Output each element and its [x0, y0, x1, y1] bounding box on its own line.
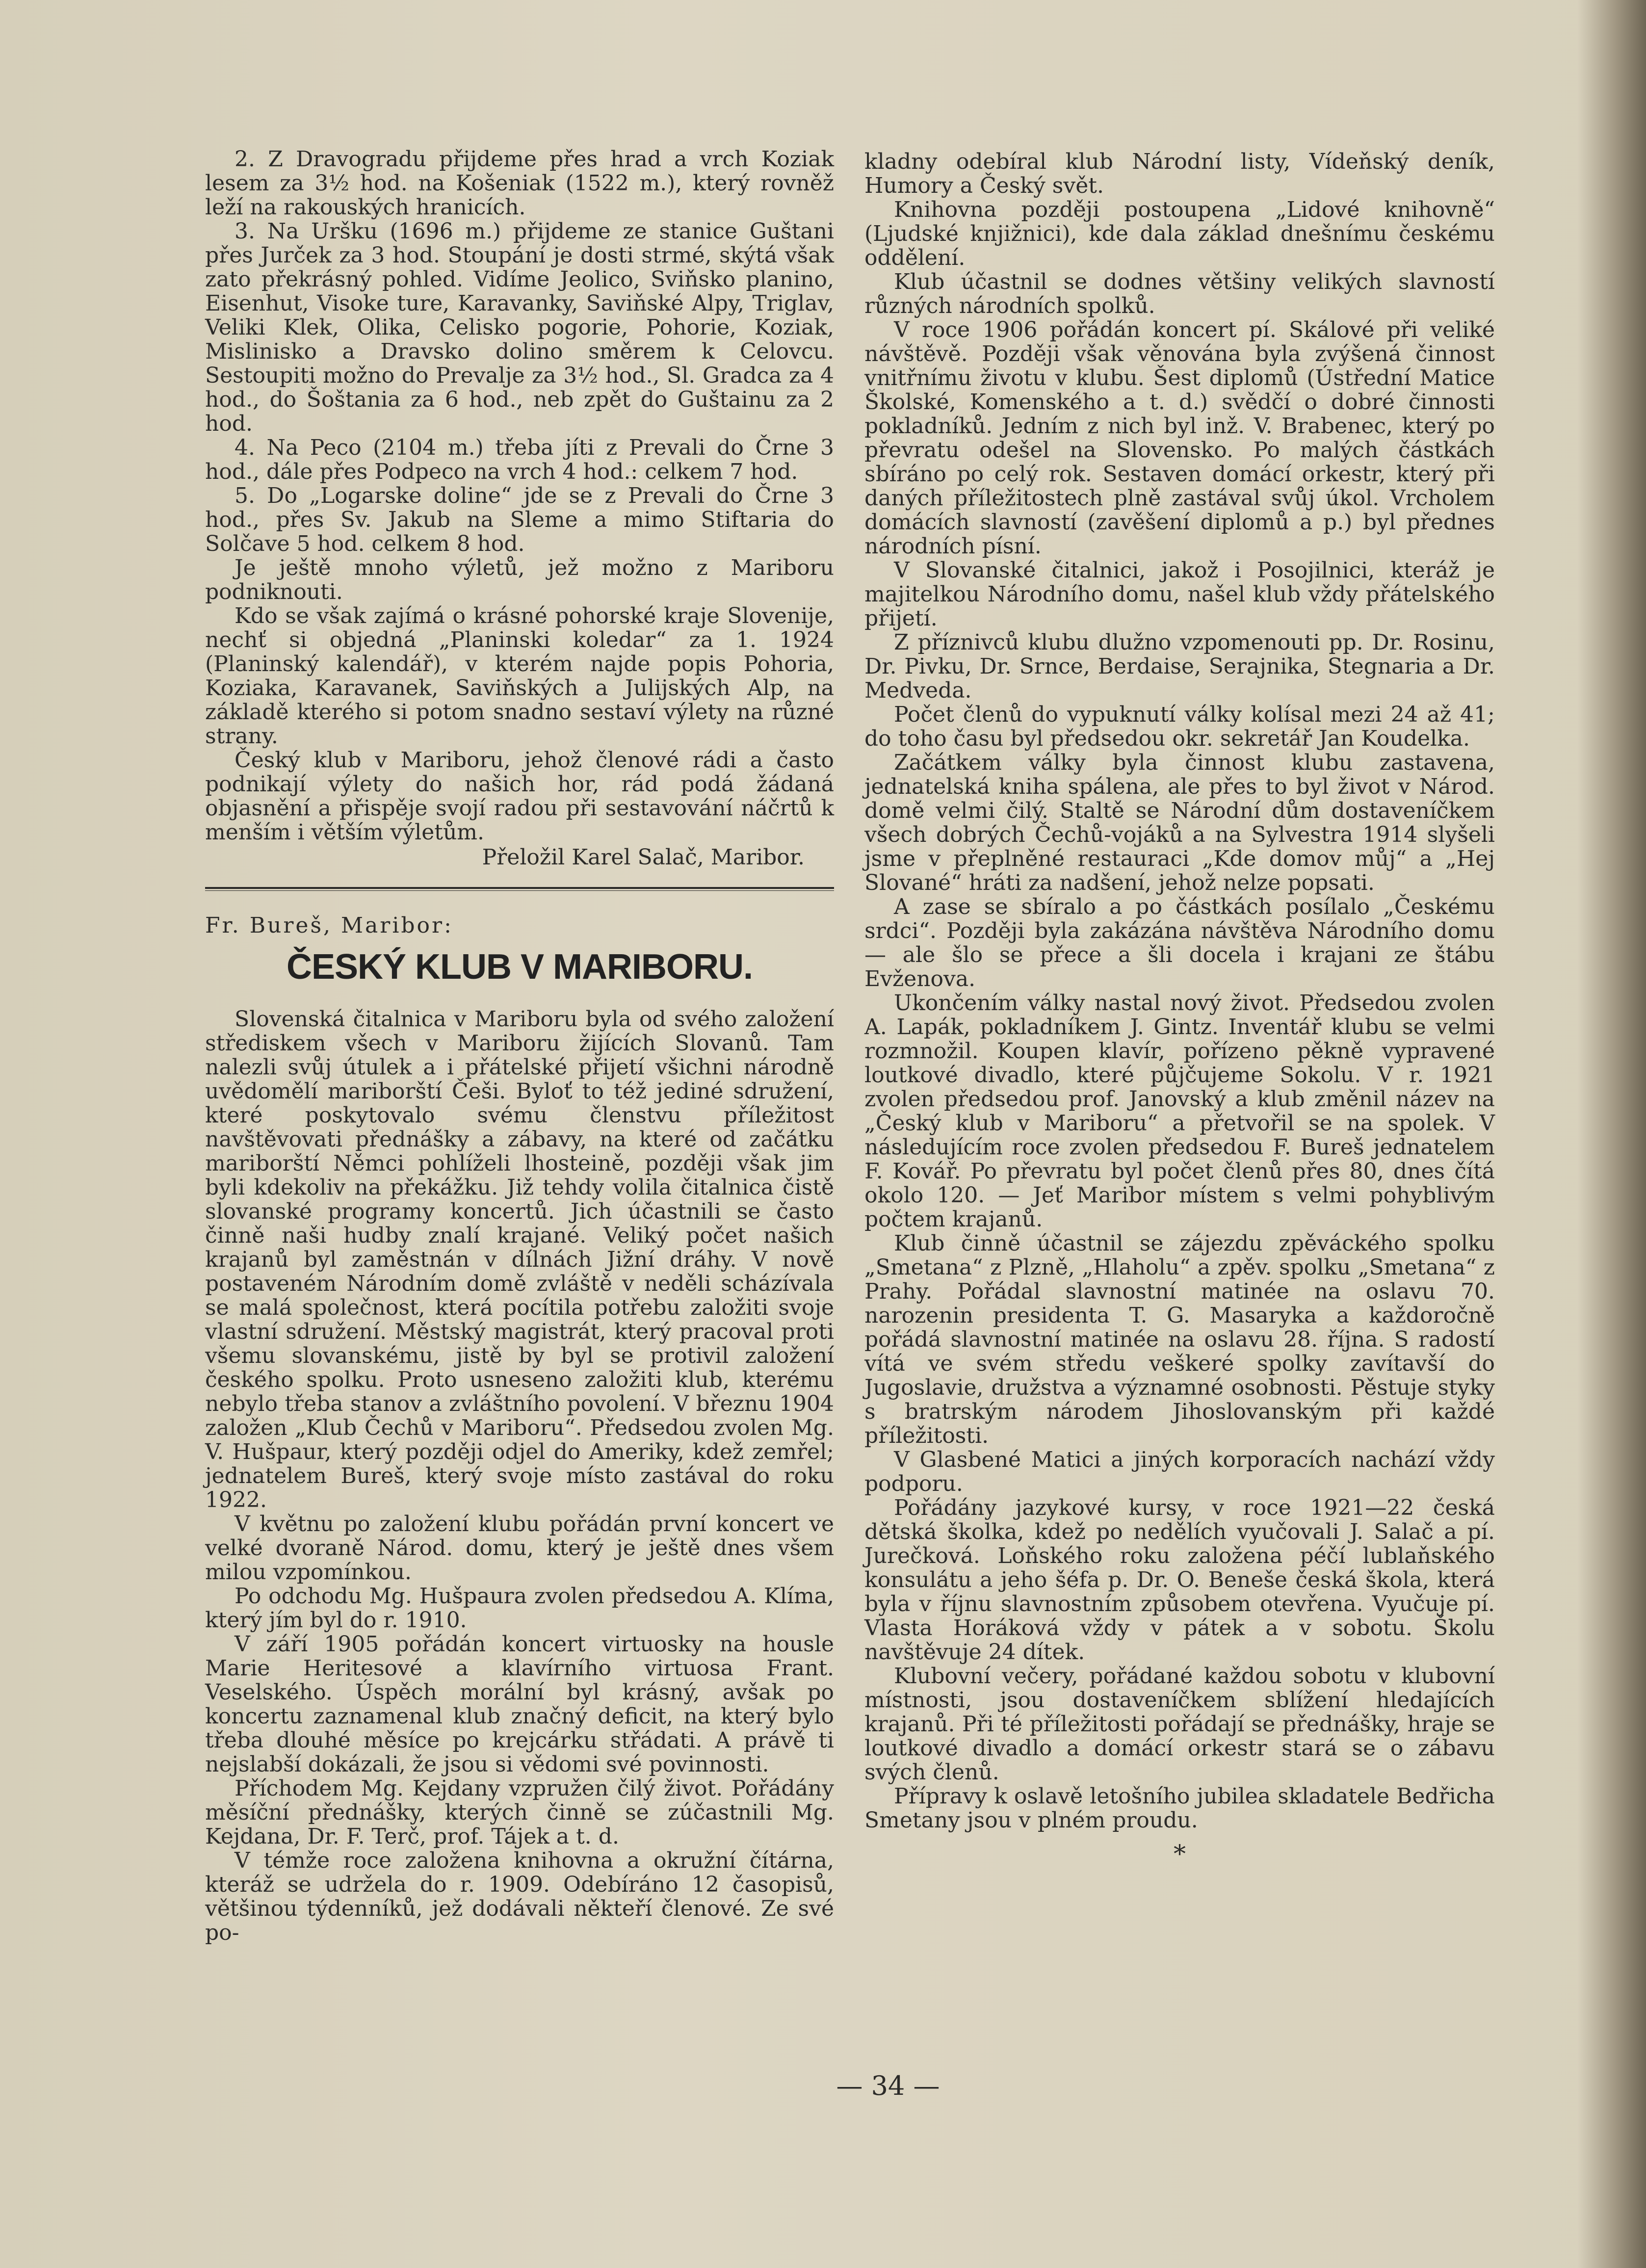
translator-signature: Přeložil Karel Salač, Maribor.: [482, 845, 805, 870]
paragraph: 5. Do „Logarske doline“ jde se z Prevali do Črne 3 hod., přes Sv. Jakub na Sleme a mimo Stiftaria do Solčave 5 hod. celkem 8 hod.: [205, 483, 834, 556]
paragraph: kladny odebíral klub Národní listy, Vídeňský deník, Humory a Český svět.: [864, 149, 1495, 198]
paragraph: Přípravy k oslavě letošního jubilea skladatele Bedřicha Smetany jsou v plném proudu.: [864, 1784, 1495, 1833]
paragraph: V roce 1906 pořádán koncert pí. Skálové při veliké návštěvě. Později však věnována byla zvýšená činnost vnitřnímu životu v klubu. Šest diplomů (Ústřední Matice Školské, Komenského a t. d.) svědčí o dobré činnosti pokladníků. Jedním z nich byl inž. V. Brabenec, který po převratu odešel na Slovensko. Po malých částkách sbíráno po celý rok. Sestaven domácí orkestr, který při daných příležitostech plně zastával svůj úkol. Vrcholem domácích slavností (zavěšení diplomů a p.) byl přednes národních písní.: [864, 317, 1495, 559]
paragraph: V září 1905 pořádán koncert virtuosky na housle Marie Heritesové a klavírního virtuosa Frant. Veselského. Úspěch morální byl krásný, avšak po koncertu zaznamenal klub značný deficit, na který bylo třeba dlouhé měsíce po krejcárku střádati. A právě ti nejslabší dokázali, že jsou si vědomi své povinnosti.: [205, 1632, 834, 1777]
page-number: — 34 —: [836, 2070, 940, 2101]
paragraph: 2. Z Dravogradu přijdeme přes hrad a vrch Koziak lesem za 3½ hod. na Košeniak (1522 m.), který rovněž leží na rakouských hranicích.: [205, 147, 834, 220]
paragraph: Klubovní večery, pořádané každou sobotu v klubovní místnosti, jsou dostaveníčkem sblížení hledajících krajanů. Při té příležitosti pořádají se přednášky, hraje se loutkové divadlo a domácí orkestr stará se o zábavu svých členů.: [864, 1664, 1495, 1785]
paragraph: Pořádány jazykové kursy, v roce 1921—22 česká dětská školka, kdež po nedělích vyučovali J. Salač a pí. Jurečková. Loňského roku založena péčí lublaňského konsulátu a jeho šéfa p. Dr. O. Beneše česká škola, která byla v říjnu slavnostním způsobem otevřena. Vyučuje pí. Vlasta Horáková vždy v pátek a v sobotu. Školu navštěvuje 24 dítek.: [864, 1495, 1495, 1665]
article-title: ČESKÝ KLUB V MARIBORU.: [286, 947, 753, 987]
left-column: [205, 147, 834, 1945]
article-byline: Fr. Bureš, Maribor:: [205, 913, 453, 938]
paragraph: Ukončením války nastal nový život. Předsedou zvolen A. Lapák, pokladníkem J. Gintz. Inventář klubu se velmi rozmnožil. Koupen klavír, pořízeno pěkně vypravené loutkové divadlo, které půjčujeme Sokolu. V r. 1921 zvolen předsedou prof. Janovský a klub změnil název na „Český klub v Mariboru“ a přetvořil se na spolek. V následujícím roce zvolen předsedou F. Bureš jednatelem F. Kovář. Po převratu byl počet členů přes 80, dnes čítá okolo 120. — Jeť Maribor místem s velmi pohyblivým počtem krajanů.: [864, 991, 1495, 1232]
right-column: [864, 150, 1495, 1866]
paragraph: V témže roce založena knihovna a okružní čítárna, kteráž se udržela do r. 1909. Odebíráno 12 časopisů, většinou týdenníků, jež dodávali někteří členové. Ze své po-: [205, 1848, 834, 1945]
paragraph: Je ještě mnoho výletů, jež možno z Mariboru podniknouti.: [205, 555, 834, 604]
paragraph: Začátkem války byla činnost klubu zastavena, jednatelská kniha spálena, ale přes to byl život v Národ. domě velmi čilý. Staltě se Národní dům dostaveníčkem všech dobrých Čechů-vojáků a na Sylvestra 1914 slyšeli jsme v přeplněné restauraci „Kde domov můj“ a „Hej Slované“ hráti za nadšení, jehož nelze popsati.: [864, 750, 1495, 895]
paragraph: Slovenská čitalnica v Mariboru byla od svého založení střediskem všech v Mariboru žijících Slovanů. Tam nalezli svůj útulek a i přátelské přijetí všichni národně uvědomělí mariborští Češi. Byloť to též jediné sdružení, které poskytovalo svému členstvu příležitost navštěvovati přednášky a zábavy, na které od začátku mariborští Němci pohlíželi lhosteině, později však jim byli kdekoliv na překážku. Již tehdy volila čitalnica čistě slovanské programy koncertů. Jich účastnili se často činně naši hudby znalí krajané. Veliký počet našich krajanů byl zaměstnán v dílnách Jižní dráhy. V nově postaveném Národním domě zvláště v neděli scházívala se malá společnost, která pocítila potřebu založiti svoje vlastní sdružení. Městský magistrát, který pracoval proti všemu slovanskému, jistě by byl se protivil založení českého spolku. Proto usneseno založiti klub, kterému nebylo třeba stanov a zvláštního povolení. V březnu 1904 založen „Klub Čechů v Mariboru“. Předsedou zvolen Mg. V. Hušpaur, který později odjel do Ameriky, kdež zemřel; jednatelem Bureš, který svoje místo zastával do roku 1922.: [205, 1007, 834, 1512]
paragraph: 4. Na Peco (2104 m.) třeba jíti z Prevali do Črne 3 hod., dále přes Podpeco na vrch 4 hod.: celkem 7 hod.: [205, 435, 834, 484]
paragraph: Příchodem Mg. Kejdany vzpružen čilý život. Pořádány měsíční přednášky, kterých činně se zúčastnili Mg. Kejdana, Dr. F. Terč, prof. Tájek a t. d.: [205, 1776, 834, 1849]
paragraph: Klub účastnil se dodnes většiny velikých slavností různých národních spolků.: [864, 269, 1495, 318]
section-divider: [205, 887, 834, 891]
paragraph: A zase se sbíralo a po částkách posílalo „Českému srdci“. Později byla zakázána návštěva Národního domu — ale šlo se přece a šli docela i krajani ze štábu Evženova.: [864, 894, 1495, 991]
paragraph: V Slovanské čitalnici, jakož i Posojilnici, kteráž je majitelkou Národního domu, našel klub vždy přátelského přijetí.: [864, 558, 1495, 631]
paragraph: Z příznivců klubu dlužno vzpomenouti pp. Dr. Rosinu, Dr. Pivku, Dr. Srnce, Berdaise, Serajnika, Stegnaria a Dr. Medveda.: [864, 630, 1495, 703]
paragraph: V květnu po založení klubu pořádán první koncert ve velké dvoraně Národ. domu, který je ještě dnes všem milou vzpomínkou.: [205, 1512, 834, 1585]
page-edge-shadow: [1577, 0, 1646, 2268]
paragraph: Knihovna později postoupena „Lidové knihovně“ (Ljudské knjižnici), kde dala základ dnešnímu českému oddělení.: [864, 197, 1495, 270]
paragraph: V Glasbené Matici a jiných korporacích nachází vždy podporu.: [864, 1447, 1495, 1496]
paragraph: Po odchodu Mg. Hušpaura zvolen předsedou A. Klíma, který jím byl do r. 1910.: [205, 1584, 834, 1633]
paragraph: Počet členů do vypuknutí války kolísal mezi 24 až 41; do toho času byl předsedou okr. sekretář Jan Koudelka.: [864, 702, 1495, 751]
paragraph: 3. Na Uršku (1696 m.) přijdeme ze stanice Guštani přes Jurček za 3 hod. Stoupání je dosti strmé, skýtá však zato překrásný pohled. Vidíme Jeolico, Sviňsko planino, Eisenhut, Visoke ture, Karavanky, Saviňské Alpy, Triglav, Veliki Klek, Olika, Celisko pogorie, Pohorie, Koziak, Mislinisko a Dravsko dolino směrem k Celovcu. Sestoupiti možno do Prevalje za 3½ hod., Sl. Gradca za 4 hod., do Šoštania za 6 hod., neb zpět do Guštainu za 2 hod.: [205, 219, 834, 436]
paragraph: Český klub v Mariboru, jehož členové rádi a často podnikají výlety do našich hor, rád podá žádaná objasnění a přispěje svojí radou při sestavování náčrtů k menším i větším výletům.: [205, 748, 834, 845]
paragraph: Klub činně účastnil se zájezdu zpěváckého spolku „Smetana“ z Plzně, „Hlaholu“ a zpěv. spolku „Smetana“ z Prahy. Pořádal slavnostní matinée na oslavu 70. narozenin presidenta T. G. Masaryka a každoročně pořádá slavnostní matinée na oslavu 28. října. S radostí vítá ve svém středu veškeré spolky zavítavší do Jugoslavie, družstva a významné osobnosti. Pěstuje styky s bratrským národem Jihoslovanským při každé příležitosti.: [864, 1231, 1495, 1448]
paragraph: Kdo se však zajímá o krásné pohorské kraje Slovenije, nechť si objedná „Planinski koledar“ za 1. 1924 (Planinský kalendář), v kterém najde popis Pohoria, Koziaka, Karavanek, Saviňských a Julijských Alp, na základě kterého si potom snadno sestaví výlety na různé strany.: [205, 603, 834, 749]
closing-asterisk: *: [1174, 1840, 1186, 1868]
